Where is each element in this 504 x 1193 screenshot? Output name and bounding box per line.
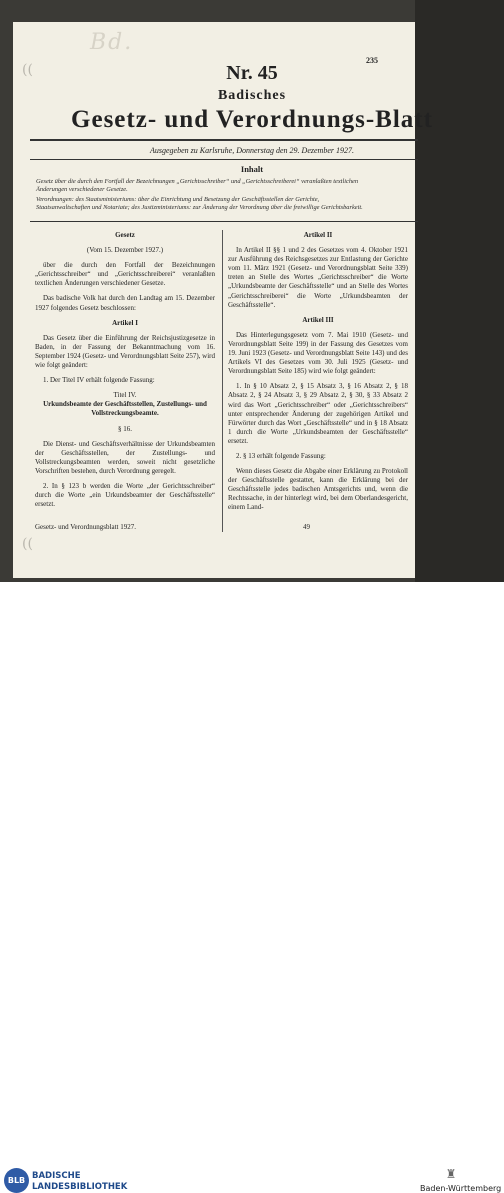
section-heading: Artikel III (302, 315, 334, 324)
right-column (228, 231, 408, 519)
paragraph: 2. In § 123 b werden die Worte „der Gerichtsschreiber“ durch die Worte „ein Urkundsbeamter der Geschäftsstelle“ ersetzt. (35, 481, 215, 509)
contents-line: Gesetz über die durch den Fortfall der Bezeichnungen „Gerichtsschreiber“ und „Gerichtsschreiberei“ veranlaßten textlichen (36, 178, 359, 185)
column-divider (222, 230, 223, 532)
paragraph: Die Dienst- und Geschäftsverhältnisse der Urkundsbeamten der Geschäftsstellen, der Zustellungs- und Vollstreckungsbeamten werden, soweit nicht gesetzliche Vorschriften bestehen, durch Verordnung geregelt. (35, 439, 215, 475)
section-heading: Artikel I (112, 318, 138, 327)
paragraph: Das badische Volk hat durch den Landtag am 15. Dezember 1927 folgendes Gesetz beschlossen: (35, 294, 215, 312)
divider (30, 159, 418, 160)
punch-hole-mark-icon: (( (22, 62, 33, 78)
section-heading: Urkundsbeamte der Geschäftsstellen, Zustellungs- und Vollstreckungsbeamte. (43, 400, 207, 418)
paragraph: Wenn dieses Gesetz die Abgabe einer Erklärung zu Protokoll der Geschäftsstelle gestattet, kann die Erklärung bei der Geschäftsstelle jedes badischen Amtsgerichts und, wenn die Rechtssache, in der hinterlegt wird, bei dem Oberlandesgericht, einem Land- (228, 467, 408, 512)
paragraph: 1. In § 10 Absatz 2, § 15 Absatz 3, § 16 Absatz 2, § 18 Absatz 2, § 24 Absatz 3, § 29 Absatz 2, § 30, § 33 Absatz 2 wird das Wort „Gerichtsschreiber“ oder „Gerichtsschreibers“ unter entsprechender Änderung der zugehörigen Artikel und Fürwörter durch das Wort „Geschäftsstelle“ und in § 18 Absatz 1 durch die Worte „Urkundsbeamten der Geschäftsstelle“ ersetzt. (228, 382, 408, 445)
partner-name[interactable]: Baden-Württemberg (420, 1184, 502, 1193)
library-name-line-2[interactable]: LANDESBIBLIOTHEK (32, 1182, 128, 1192)
blb-logo[interactable]: BLB (4, 1168, 29, 1193)
left-column (35, 231, 215, 515)
paragraph: Das Hinterlegungsgesetz vom 7. Mai 1910 (Gesetz- und Verordnungsblatt Seite 199) in der Fassung des Gesetzes vom 19. Juni 1923 (Gesetz- und Verordnungsblatt Seite 143) und des Artikels VI des Gesetzes vom 30. Juli 1925 (Gesetz- und Verordnungsblatt Seite 185) wird wie folgt geändert: (228, 330, 408, 376)
punch-hole-mark-icon: (( (22, 536, 33, 552)
paragraph: In Artikel II §§ 1 und 2 des Gesetzes vom 4. Oktober 1921 zur Ausführung des Reichsgesetzes zur Entlastung der Gerichte vom 11. März 1921 (Gesetz- und Verordnungsblatt Seite 339) treten an Stelle des Wortes „Gerichtsschreiber“ die Worte „Urkundsbeamte der Geschäftsstelle“ und an Stelle des Wortes „Gerichtsschreiberei“ die Worte „Urkundsbeamten der Geschäftsstelle“. (228, 246, 408, 309)
scan-background (0, 0, 504, 582)
sheet-number: 49 (303, 523, 310, 531)
page-number: 235 (366, 56, 378, 65)
title-line-1: Badisches (217, 88, 287, 103)
contents-line: Änderungen verschiedener Gesetze. (36, 186, 128, 193)
library-name-line-1[interactable]: BADISCHE (32, 1171, 81, 1181)
section-heading: Gesetz (115, 231, 135, 239)
section-heading: Artikel II (303, 231, 333, 239)
centered-line: (Vom 15. Dezember 1927.) (86, 246, 164, 255)
divider (30, 139, 418, 141)
divider (30, 221, 418, 222)
library-footer (0, 582, 504, 1193)
crest-icon: ♜ (445, 1167, 457, 1181)
centered-line: Titel IV. (113, 391, 137, 400)
paragraph: Das Gesetz über die Einführung der Reichsjustizgesetze in Baden, in der Fassung der Bekanntmachung vom 16. September 1924 (Gesetz- und Verordnungsblatt Seite 257), wird wie folgt geändert: (35, 333, 215, 370)
contents-heading: Inhalt (240, 164, 264, 174)
contents-line: Staatsanwaltschaften und Notariate; des Justizministeriums: zur Änderung der Verordnung über die freiwillige Gerichtsbarkeit. (36, 204, 363, 211)
paragraph: 2. § 13 erhält folgende Fassung: (236, 451, 326, 460)
date-line: Ausgegeben zu Karlsruhe, Donnerstag den 29. Dezember 1927. (150, 146, 354, 155)
footer-line: Gesetz- und Verordnungsblatt 1927. (35, 523, 136, 531)
centered-line: § 16. (118, 424, 132, 433)
issue-number: Nr. 45 (226, 62, 278, 84)
contents-line: Verordnungen: des Staatsministeriums: über die Einrichtung und Besetzung der Geschäftsstellen der Gerichte, (36, 196, 320, 203)
title-line-2: Gesetz- und Verordnungs-Blatt (71, 106, 433, 133)
paragraph: 1. Der Titel IV erhält folgende Fassung: (43, 376, 155, 385)
paragraph: über die durch den Fortfall der Bezeichnungen „Gerichtsschreiber“ und „Gerichtsschreiberei“ veranlaßten textlichen Änderungen verschiedener Gesetze. (35, 261, 215, 288)
pencil-annotation: Bd. (90, 30, 134, 55)
